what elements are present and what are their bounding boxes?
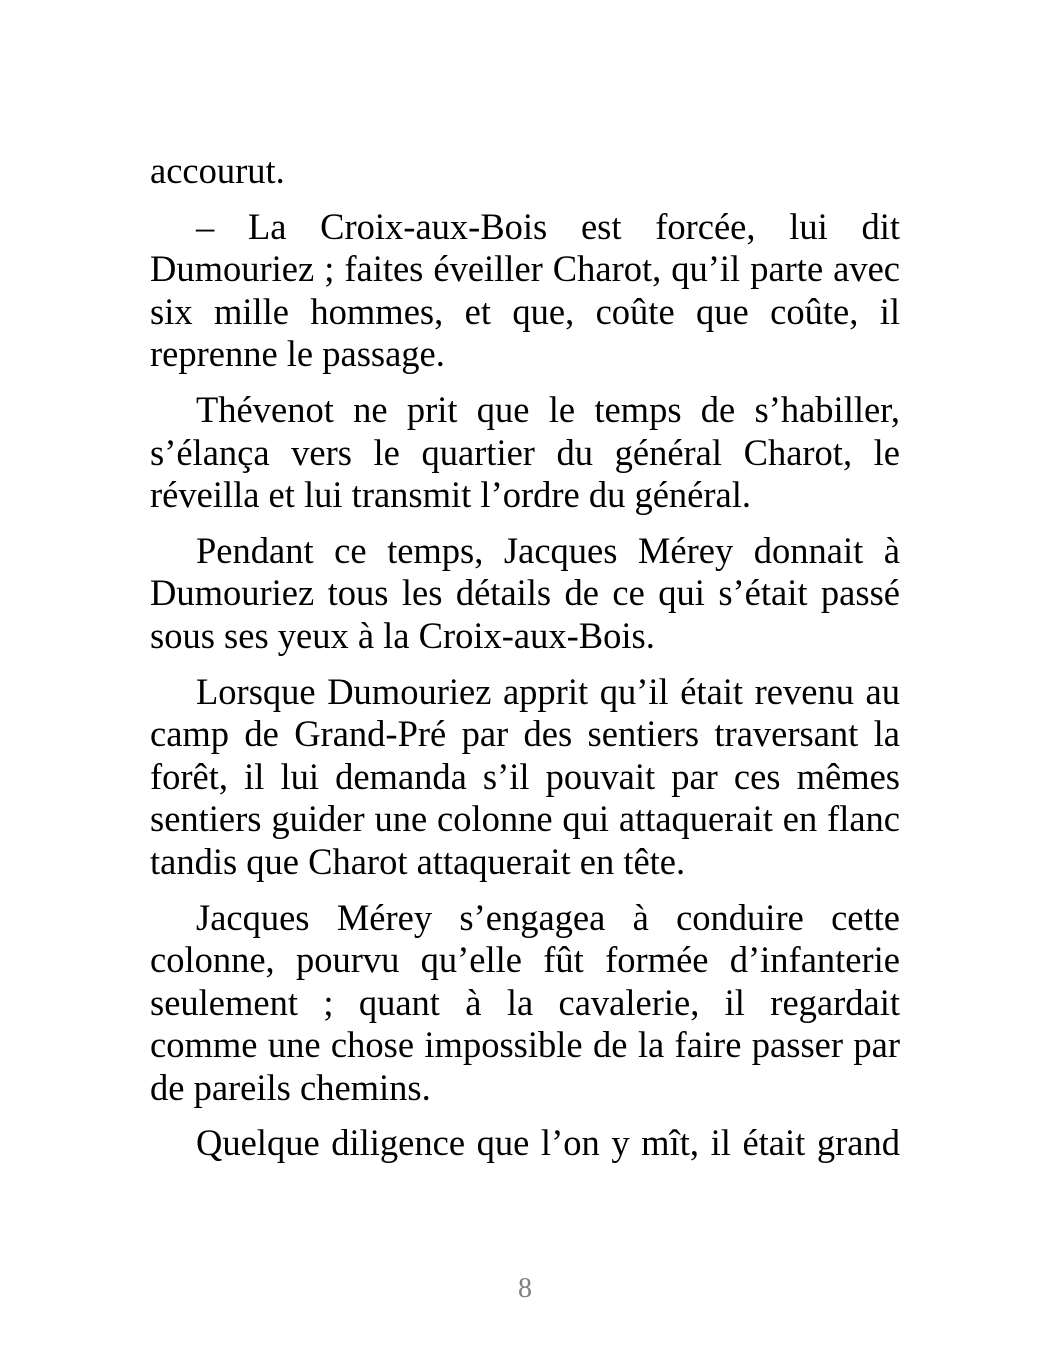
paragraph-dialogue: – La Croix-aux-Bois est forcée, lui dit Dumouriez ; faites éveiller Charot, qu’il parte avec six mille hommes, et que, coûte que coûte, il reprenne le passage. bbox=[150, 205, 900, 375]
paragraph: Lorsque Dumouriez apprit qu’il était revenu au camp de Grand-Pré par des sentiers traversant la forêt, il lui demanda s’il pouvait par ces mêmes sentiers guider une colonne qui attaquerait en flanc tandis que Charot attaquerait en tête. bbox=[150, 670, 900, 882]
paragraph-truncated: Quelque diligence que l’on y mît, il était grand bbox=[196, 1122, 900, 1164]
page-number: 8 bbox=[518, 1273, 532, 1304]
paragraph-continuation: accourut. bbox=[150, 150, 285, 191]
paragraph: Thévenot ne prit que le temps de s’habiller, s’élança vers le quartier du général Charot, le réveilla et lui transmit l’ordre du général. bbox=[150, 388, 900, 516]
paragraph: Pendant ce temps, Jacques Mérey donnait à Dumouriez tous les détails de ce qui s’était passé sous ses yeux à la Croix-aux-Bois. bbox=[150, 529, 900, 656]
page-body-text bbox=[150, 150, 900, 1178]
paragraph: Jacques Mérey s’engagea à conduire cette colonne, pourvu qu’elle fût formée d’infanterie seulement ; quant à la cavalerie, il regardait comme une chose impossible de la faire passer par de pareils chemins. bbox=[150, 896, 900, 1108]
